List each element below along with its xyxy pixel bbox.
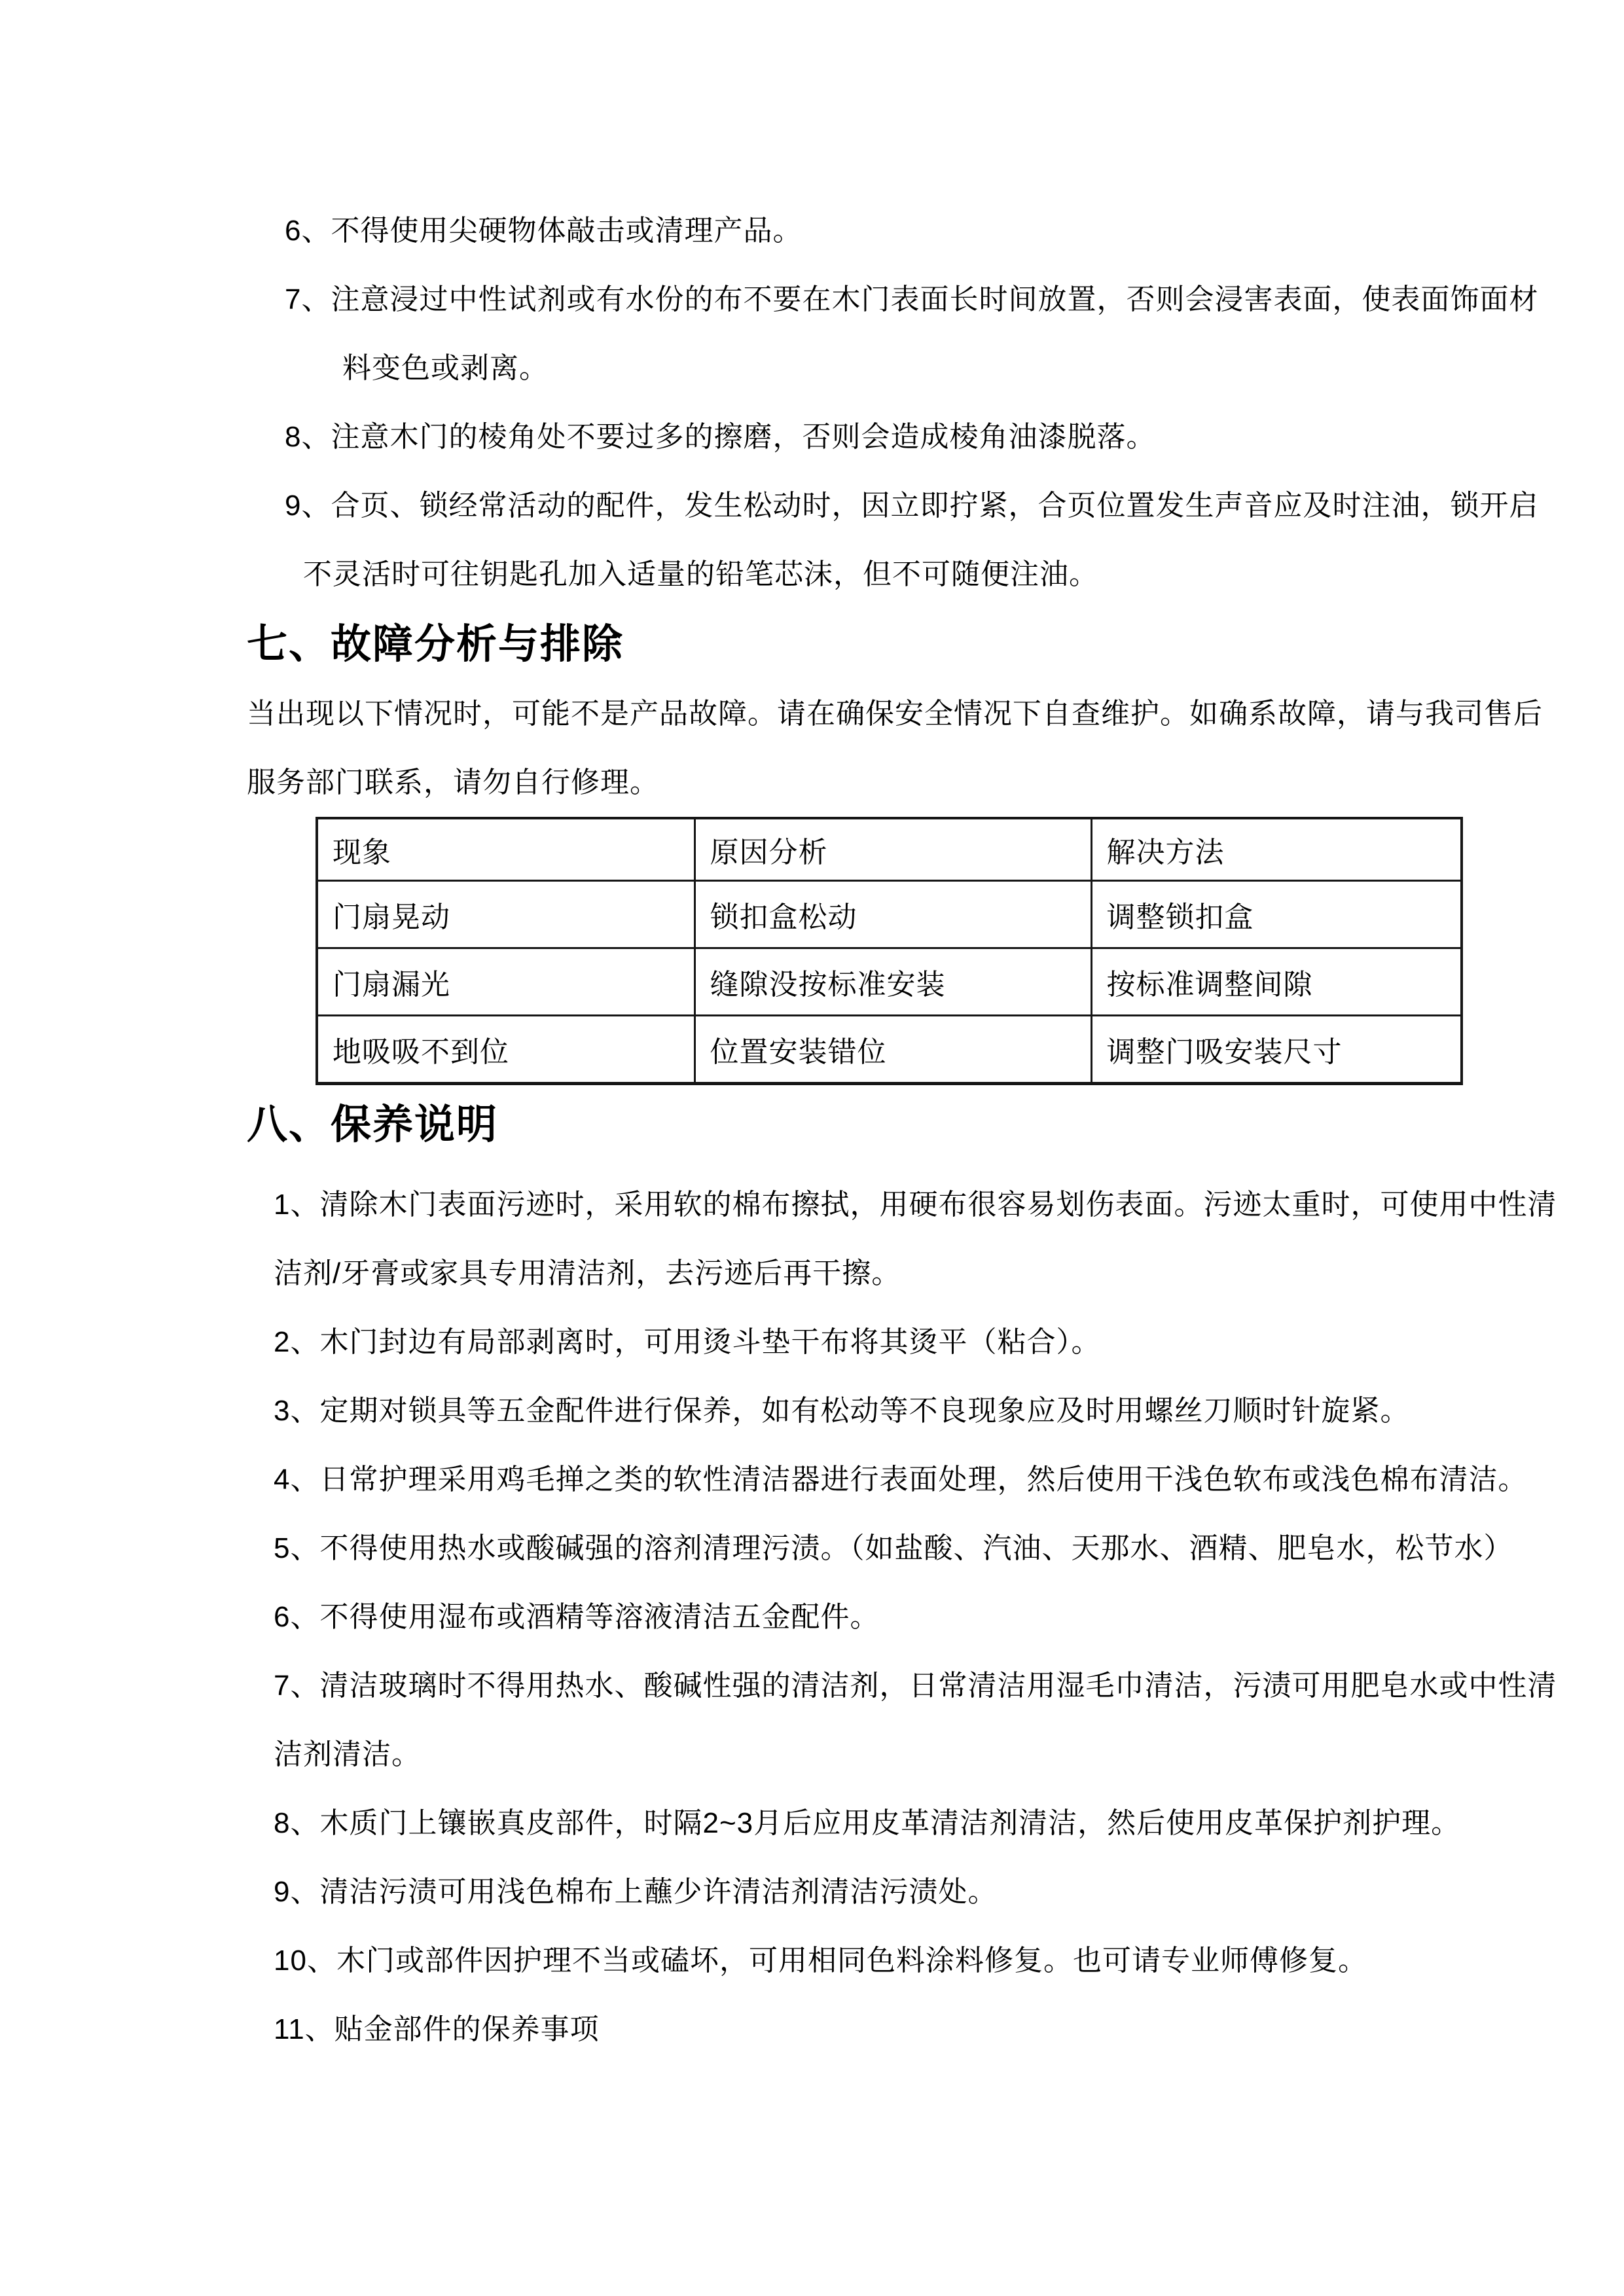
precaution-line: 9、合页、锁经常活动的配件，发生松动时，因立即拧紧，合页位置发生声音应及时注油，锁开启 (285, 490, 1539, 522)
fault-table-cell: 门扇晃动 (317, 881, 695, 948)
fault-table-cell: 调整锁扣盒 (1091, 881, 1462, 948)
fault-table-header-cell: 原因分析 (695, 818, 1091, 881)
fault-table-header-cell: 现象 (317, 818, 695, 881)
maintenance-line: 10、木门或部件因护理不当或磕坏，可用相同色料涂料修复。也可请专业师傅修复。 (274, 1945, 1367, 1977)
maintenance-line: 7、清洁玻璃时不得用热水、酸碱性强的清洁剂，日常清洁用湿毛巾清洁，污渍可用肥皂水或中性清 (274, 1670, 1557, 1702)
maintenance-line: 11、贴金部件的保养事项 (274, 2013, 600, 2045)
fault-table-cell: 按标准调整间隙 (1091, 948, 1462, 1016)
fault-table-cell: 调整门吸安装尺寸 (1091, 1016, 1462, 1084)
maintenance-line: 2、木门封边有局部剥离时，可用烫斗垫干布将其烫平（粘合）。 (274, 1326, 1101, 1358)
maintenance-line: 4、日常护理采用鸡毛掸之类的软性清洁器进行表面处理，然后使用干浅色软布或浅色棉布清洁。 (274, 1463, 1528, 1496)
precautions-list (247, 196, 1539, 609)
precaution-line: 不灵活时可往钥匙孔加入适量的铅笔芯沫，但不可随便注油。 (303, 558, 1098, 590)
fault-table-cell: 锁扣盒松动 (695, 881, 1091, 948)
fault-table-header-row (317, 818, 1462, 881)
maintenance-list (247, 1170, 1557, 2064)
maintenance-line: 洁剂/牙膏或家具专用清洁剂，去污迹后再干擦。 (274, 1257, 901, 1289)
fault-intro-line: 当出现以下情况时，可能不是产品故障。请在确保安全情况下自查维护。如确系故障，请与我司售后 (247, 698, 1543, 730)
maintenance-line: 3、定期对锁具等五金配件进行保养，如有松动等不良现象应及时用螺丝刀顺时针旋紧。 (274, 1395, 1410, 1427)
fault-table-row (317, 881, 1462, 948)
fault-table-cell: 门扇漏光 (317, 948, 695, 1016)
maintenance-line: 5、不得使用热水或酸碱强的溶剂清理污渍。（如盐酸、汽油、天那水、酒精、肥皂水，松节水） (274, 1532, 1513, 1564)
maintenance-line: 6、不得使用湿布或酒精等溶液清洁五金配件。 (274, 1601, 880, 1633)
precaution-line: 6、不得使用尖硬物体敲击或清理产品。 (285, 215, 803, 247)
maintenance-line: 9、清洁污渍可用浅色棉布上蘸少许清洁剂清洁污渍处。 (274, 1876, 998, 1908)
fault-table-row (317, 1016, 1462, 1084)
fault-table (316, 817, 1463, 1085)
fault-table-header-cell: 解决方法 (1091, 818, 1462, 881)
maintenance-line: 1、清除木门表面污迹时，采用软的棉布擦拭，用硬布很容易划伤表面。污迹太重时，可使用中性清 (274, 1189, 1557, 1221)
section-7-heading: 七、故障分析与排除 (247, 622, 624, 667)
fault-intro (247, 679, 1543, 817)
fault-table-row (317, 948, 1462, 1016)
maintenance-line: 洁剂清洁。 (274, 1738, 421, 1770)
maintenance-line: 8、木质门上镶嵌真皮部件，时隔2~3月后应用皮革清洁剂清洁，然后使用皮革保护剂护理。 (274, 1807, 1461, 1839)
precaution-line: 料变色或剥离。 (342, 352, 549, 384)
section-8-heading: 八、保养说明 (247, 1102, 499, 1147)
fault-table-cell: 缝隙没按标准安装 (695, 948, 1091, 1016)
precaution-line: 8、注意木门的棱角处不要过多的擦磨，否则会造成棱角油漆脱落。 (285, 421, 1156, 453)
precaution-line: 7、注意浸过中性试剂或有水份的布不要在木门表面长时间放置，否则会浸害表面，使表面饰面材 (285, 283, 1539, 315)
fault-intro-line: 服务部门联系，请勿自行修理。 (247, 766, 659, 798)
fault-table-cell: 位置安装错位 (695, 1016, 1091, 1084)
fault-table-cell: 地吸吸不到位 (317, 1016, 695, 1084)
